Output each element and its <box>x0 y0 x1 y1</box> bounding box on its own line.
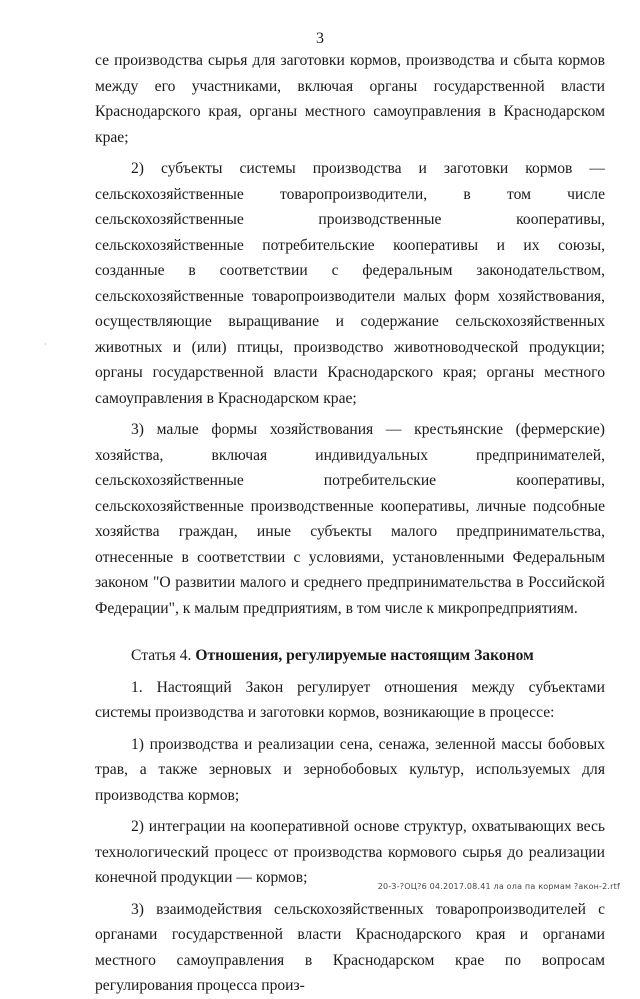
article-4-number: Статья 4. <box>131 647 196 664</box>
margin-mark: · <box>44 340 47 349</box>
article-4-paragraph-1: 1. Настоящий Закон регулирует отношения между субъектами системы производства и заготовки кормов, возникающие в процессе: <box>95 678 605 721</box>
article-4-title: Отношения, регулируемые настоящим Законом <box>195 647 534 664</box>
document-body <box>95 48 605 999</box>
footer-file-stamp: 20-3-?ОЦ?6 04.2017.08.41 ла ола па кормам ?акон-2.rtf <box>377 882 620 891</box>
paragraph-continuation: се производства сырья для заготовки кормов, производства и сбыта кормов между его участниками, включая органы государственной власти Краснодарского края, органы местного самоуправления в Краснодарском крае; <box>95 52 605 146</box>
article-4-item-1: 1) производства и реализации сена, сенажа, зеленной массы бобовых трав, а также зерновых и зернобобовых культур, используемых для производства кормов; <box>95 735 605 804</box>
paragraph-item-3: 3) малые формы хозяйствования — крестьянские (фермерские) хозяйства, включая индивидуальных предпринимателей, сельскохозяйственные потребительские кооперативы, сельскохозяйственные производственные кооперативы, личные подсобные хозяйства граждан, иные субъекты малого предпринимательства, отнесенные в соответствии с условиями, установленными Федеральным законом "О развитии малого и среднего предпринимательства в Российской Федерации", к малым предприятиям, в том числе к микропредприятиям. <box>95 421 605 617</box>
article-4-item-3: 3) взаимодействия сельскохозяйственных товаропроизводителей с органами государственной власти Краснодарского края и органами местного самоуправления в Краснодарском крае по вопросам регулирования процесса произ- <box>95 900 605 994</box>
page-number: 3 <box>316 30 324 47</box>
paragraph-item-2: 2) субъекты системы производства и заготовки кормов — сельскохозяйственные товаропроизводители, в том числе сельскохозяйственные производственные кооперативы, сельскохозяйственные потребительские кооперативы и их союзы, созданные в соответствии с федеральным законодательством, сельскохозяйственные товаропроизводители малых форм хозяйствования, осуществляющие выращивание и содержание сельскохозяйственных животных и (или) птицы, производство животноводческой продукции; органы государственной власти Краснодарского края; органы местного самоуправления в Краснодарском крае; <box>95 160 605 407</box>
article-4-item-2: 2) интеграции на кооперативной основе структур, охватывающих весь технологический процесс от производства кормового сырья до реализации конечной продукции — кормов; <box>95 818 605 886</box>
article-4-heading <box>95 643 605 669</box>
